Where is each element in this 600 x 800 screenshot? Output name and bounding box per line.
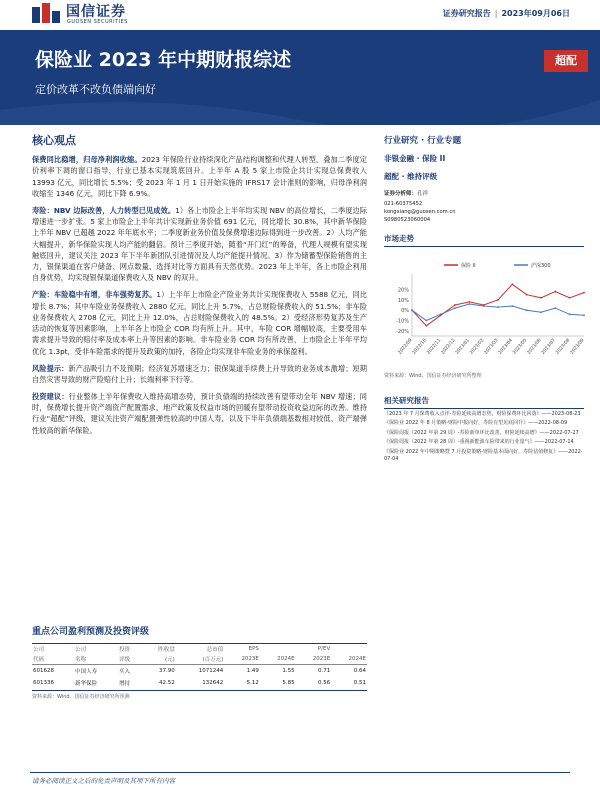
footer-divider (30, 772, 570, 773)
company-logo (30, 0, 170, 30)
chart-point (468, 301, 470, 303)
chart-x-tick-label: 2022/11 (426, 338, 443, 356)
analyst-label: 证券分析师：孔祥 (384, 191, 429, 197)
chart-y-tick-label: 20% (397, 287, 409, 294)
chart-point (583, 292, 585, 294)
chart-x-tick-label: 2022/12 (440, 338, 457, 356)
forecast-table-section (32, 624, 367, 700)
table-cell: 132642 (202, 680, 224, 686)
table-header: 2023E (224, 654, 260, 665)
table-cell: 5.12 (246, 680, 259, 686)
forecast-table (32, 643, 367, 689)
related-reports-title: 相关研究报告 (384, 395, 584, 409)
paragraph-lead: 寿险：NBV 边际改善，人力转型已见成效。 (32, 205, 176, 215)
chart-point (440, 313, 442, 315)
rating-status: 超配 · 维持评级 (384, 172, 438, 181)
related-report-item[interactable]: 《保险周报（2022 年第 28 周）-重视新能源车险带来的行业量气》——2022-07-14 (384, 439, 574, 446)
chart-point (526, 294, 528, 296)
chart-point (511, 283, 513, 285)
chart-x-tick-label: 2023/06 (526, 338, 543, 356)
chart-point (454, 307, 456, 309)
chart-x-tick-label: 2023/01 (455, 338, 471, 356)
guosen-logo-icon (30, 3, 62, 27)
related-report-item[interactable]: 《保险周报（2022 年第 29 周）-寿险新单环比改善，财险延续高增》——2022-07-27 (384, 429, 579, 436)
chart-y-tick-label: -20% (396, 328, 409, 335)
table-cell: 中国人寿 (75, 669, 98, 675)
table-header (331, 644, 367, 655)
chart-point (526, 309, 528, 311)
chart-point (425, 320, 427, 322)
report-title: 保险业 2023 年中期财报综述 (35, 49, 292, 71)
paragraph-lead: 产险：车险稳中有增，非车强势复苏。 (32, 290, 157, 300)
market-trend-chart (384, 256, 589, 366)
table-cell: 增持 (119, 681, 131, 687)
chart-x-tick-label: 2022/10 (412, 338, 428, 356)
chart-point (554, 291, 556, 293)
paragraph-body: 1）各上市险企上半年均实现 NBV 的高位增长，二季度边际增速进一步扩张。5 家上市险企上半年共计实现新业务价值 691 亿元，同比增长 30.8%，其中新华保险上半年 NBV 已超越 2022 年年底水平；二季度新业务价值及保费增速边际得到进一步改善。2）人均产能大幅提升，新华保险实现人均产能的翻倍。预计三季度开始，随着“开门红”的筹备，代理人规模有望实现触底回升，建议关注 2023 年下半年新团队引进情况及人均产能提升情况。3）作为储蓄型保险销售的主力，银保渠道在客户储备、网点数量、选择对比等方面具有天然优势。2023 年上半年，各上市险企利用自身优势，均实现银保渠道保费收入及 NBV 的双升。 (32, 205, 367, 283)
report-date: 2023年09月06日 (501, 9, 570, 18)
analyst-cert: S0980523060004 (384, 217, 431, 223)
table-cell: 5.85 (282, 680, 295, 686)
chart-point (454, 304, 456, 306)
chart-point (569, 313, 571, 315)
chart-point (483, 305, 485, 307)
table-cell: 42.52 (159, 680, 175, 686)
table-cell: 新华保险 (75, 681, 98, 687)
chart-point (497, 299, 499, 301)
chart-y-tick-label: 0% (401, 308, 409, 315)
chart-x-tick-label: 2023/07 (541, 338, 557, 356)
table-cell: 601336 (33, 680, 54, 686)
table-cell: 37.90 (159, 668, 175, 674)
forecast-table-title: 重点公司盈利预测及投资评级 (32, 627, 150, 637)
chart-point (554, 307, 556, 309)
chart-y-tick-label: 10% (397, 297, 409, 304)
analyst-phone: 021-60375452 (384, 201, 423, 207)
paragraph-premium (32, 154, 367, 199)
chart-y-tick-label: -10% (396, 318, 409, 325)
table-cell: 0.71 (317, 668, 331, 674)
chart-series-line (412, 284, 584, 325)
table-header: (元) (142, 654, 176, 665)
table-header: 2024E (331, 654, 367, 665)
table-header: 公司 (74, 644, 118, 655)
table-cell: 1.55 (282, 668, 295, 674)
chart-point (540, 297, 542, 299)
paragraph-lead: 投资建议： (32, 391, 69, 401)
analyst-email[interactable]: kongxiang@guosen.com.cn (384, 209, 456, 215)
chart-x-tick-label: 2023/09 (569, 338, 586, 356)
table-cell: 1.49 (246, 668, 259, 674)
table-source-note: 资料来源：Wind、国信证券经济研究所预测 (32, 690, 367, 700)
paragraph-body: 新产品吸引力不及预期；经济复苏增速乏力；银保渠道手续费上升导致的业务成本激增；短期自然灾害导致的财产险赔付上升；长端利率下行等。 (32, 363, 367, 384)
report-type-and-date: 证券研究报告 | 2023年09月06日 (442, 9, 570, 18)
report-type: 证券研究报告 (442, 9, 491, 18)
table-cell: 601628 (33, 668, 54, 674)
chart-point (411, 309, 413, 311)
table-header: 公司 (32, 644, 74, 655)
chart-source-note: 资料来源：Wind、国信证券经济研究所整理 (384, 373, 482, 379)
paragraph-lead: 保费同比稳增，归母净利润收缩。 (32, 155, 142, 164)
table-header: 评级 (118, 654, 142, 665)
title-banner (0, 30, 600, 125)
paragraph-risk (32, 363, 367, 386)
chart-x-tick-label: 2022/09 (397, 338, 414, 356)
chart-x-tick-label: 2023/08 (555, 338, 572, 356)
paragraph-body: 2023 年保险行业持续深化产品结构调整和代理人转型，叠加二季度定价利率下调的窗口指导，行业已基本实现筑底回升。上半年 A 股 5 家上市险企共计实现总保费收入 13993 亿元，同比增长 5.5%；受 2023 年 1 月 1 日开始实施的 IFRS17 会计准则的影响，归母净利润收缩至 1346 亿元，同比下降 6.9%。 (32, 155, 367, 198)
table-cell: 0.51 (353, 680, 366, 686)
paragraph-property (32, 289, 367, 357)
table-header: 2023E (296, 654, 332, 665)
chart-point (540, 311, 542, 313)
table-header-row (32, 654, 367, 665)
chart-legend-label: 沪深300 (531, 263, 551, 269)
chart-x-tick-label: 2023/05 (512, 338, 529, 356)
chart-legend-label: 保险 II (461, 263, 476, 269)
core-views-title: 核心观点 (32, 134, 76, 147)
table-header: 代码 (32, 654, 74, 665)
chart-point (468, 303, 470, 305)
footer-disclaimer: 请务必阅读正文之后的免责声明及其项下所有内容 (32, 777, 175, 785)
table-header: 总市值 (176, 644, 225, 655)
market-trend-title: 市场走势 (384, 233, 584, 247)
related-report-item[interactable]: 《保险业 2022 年中期策略暨 7 月投资策略-财险基本面向好，寿险估值修复》——2022-07-04 (384, 448, 583, 463)
table-header: 投资 (118, 644, 142, 655)
chart-point (569, 297, 571, 299)
table-header: P/EV (296, 644, 332, 655)
chart-x-tick-label: 2023/03 (483, 338, 500, 356)
core-views-section (32, 132, 367, 441)
logo-text-en: GUOSEN SECURITIES (67, 19, 128, 25)
industry-category: 行业研究 · 行业专题 (384, 136, 462, 146)
chart-x-tick-label: 2023/04 (498, 338, 514, 356)
table-row (32, 677, 367, 689)
chart-point (583, 314, 585, 316)
table-header: EPS (224, 644, 260, 655)
paragraph-investment (32, 391, 367, 436)
analyst-name: 孔祥 (417, 191, 429, 197)
related-report-item[interactable]: 《2023 年 7 月保费收入点评-寿险延续高增态势，财险保费环比回落》——2023-08-23 (384, 411, 581, 417)
table-header: (百万元) (176, 654, 225, 665)
chart-point (425, 325, 427, 327)
table-header (260, 644, 296, 655)
table-cell: 0.56 (317, 680, 331, 686)
related-report-item[interactable]: 《保险业 2022 年 8 月策略-财险中报向好，寿险有望见底回升》——2022-08-09 (384, 420, 568, 427)
rating-badge: 超配 (544, 50, 588, 72)
report-subtitle: 定价改革不改负债端向好 (35, 83, 156, 96)
table-cell: 买入 (119, 669, 131, 675)
table-cell: 1071244 (198, 668, 224, 674)
chart-x-tick-label: 2023/02 (469, 338, 486, 356)
logo-text-cn: 国信证券 (66, 4, 126, 20)
table-header: 昨收盘 (142, 644, 176, 655)
chart-point (497, 306, 499, 308)
table-header-row (32, 644, 367, 655)
table-header: 名称 (74, 654, 118, 665)
paragraph-body: 1）上半年上市险企产险业务共计实现保费收入 5588 亿元，同比增长 8.7%；其中车险业务保费收入 2880 亿元，同比上升 5.7%，占总财险保费收入的 51.5%；非车险业务保费收入 2708 亿元，同比上升 12.0%，占总财险保费收入的 48.5%。2）受经济形势复苏及生产活动的恢复等因素影响，上半年各上市险企 COR 均有所上升。其中，车险 COR 增幅较高，主要受用车需求提升导致的赔付率及成本率上升等因素的影响。非车险业务 COR 均有所改善，上市险企上半年平均优化 1.3pt，受非车险需求的提升及政策的加持，各险企均实现非车险业务的承保盈利。 (32, 290, 367, 356)
table-cell: 0.64 (353, 668, 366, 674)
table-header: 2024E (260, 654, 296, 665)
related-reports-section (384, 386, 584, 463)
paragraph-body: 行业整体上半年保费收入维持高增态势，预计负债端的持续改善有望带动全年 NBV 增速；同时，保费增长提升资产端资产配置需求，地产政策及权益市场的回暖有望带动投资收益边际的改善。维持行业“超配”评级，建议关注资产端配置弹性较高的中国人寿，以及下半年负债端基数相对较低、资产端弹性较高的新华保险。 (32, 391, 367, 435)
paragraph-life (32, 205, 367, 284)
paragraph-lead: 风险提示： (32, 363, 69, 373)
sector-name: 非银金融 · 保险 II (384, 154, 446, 163)
table-row (32, 665, 367, 678)
sidebar (384, 134, 584, 247)
chart-point (511, 305, 513, 307)
